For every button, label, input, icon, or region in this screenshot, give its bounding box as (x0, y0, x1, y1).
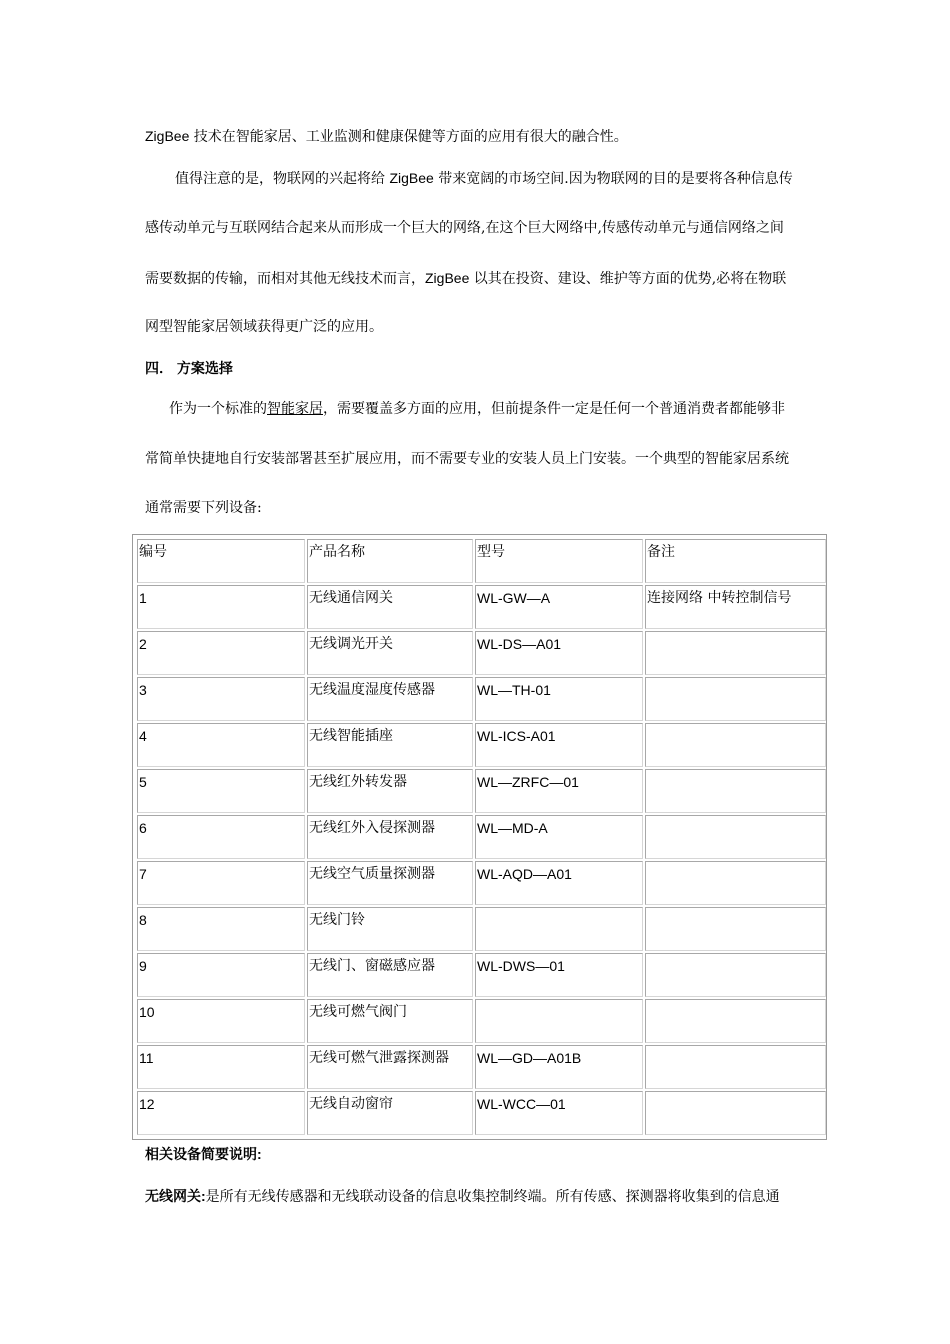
paragraph-text: 作为一个标准的 (169, 401, 267, 417)
cell-model: WL—MD-A (475, 815, 643, 859)
header-product-name: 产品名称 (307, 539, 473, 583)
paragraph-solution-line-2: 常简单快捷地自行安装部署甚至扩展应用，而不需要专业的安装人员上门安装。一个典型的智能家居系统 (145, 451, 789, 467)
cell-remark (645, 861, 826, 905)
cell-model: WL-ICS-A01 (475, 723, 643, 767)
cell-product-name: 无线可燃气阀门 (307, 999, 473, 1043)
header-number: 编号 (137, 539, 305, 583)
header-model: 型号 (475, 539, 643, 583)
paragraph-text: 需要数据的传输，而相对其他无线技术而言， (145, 271, 425, 287)
section-heading-4: 四． 方案选择 (145, 360, 233, 376)
paragraph-text: 带来宽阔的市场空间.因为物联网的目的是要将各种信息传 (433, 171, 793, 187)
table-row (137, 861, 826, 905)
paragraph-solution-line-3: 通常需要下列设备: (145, 500, 262, 516)
cell-remark (645, 907, 826, 951)
cell-remark (645, 631, 826, 675)
table-row (137, 907, 826, 951)
device-table-body (137, 539, 826, 1135)
cell-product-name: 无线空气质量探测器 (307, 861, 473, 905)
cell-number: 1 (137, 585, 305, 629)
cell-remark (645, 769, 826, 813)
cell-product-name: 无线温度湿度传感器 (307, 677, 473, 721)
table-row (137, 999, 826, 1043)
zigbee-term: ZigBee (425, 270, 470, 286)
cell-product-name: 无线门、窗磁感应器 (307, 953, 473, 997)
cell-model: WL-WCC—01 (475, 1091, 643, 1135)
gateway-text: 是所有无线传感器和无线联动设备的信息收集控制终端。所有传感、探测器将收集到的信息通 (205, 1189, 780, 1205)
paragraph-text: 技术在智能家居、工业监测和健康保健等方面的应用有很大的融合性。 (189, 129, 628, 145)
cell-model (475, 999, 643, 1043)
cell-number: 9 (137, 953, 305, 997)
cell-number: 11 (137, 1045, 305, 1089)
cell-number: 6 (137, 815, 305, 859)
cell-remark (645, 723, 826, 767)
paragraph-text: 以其在投资、建设、维护等方面的优势,必将在物联 (469, 271, 787, 287)
cell-product-name: 无线红外入侵探测器 (307, 815, 473, 859)
cell-product-name: 无线通信网关 (307, 585, 473, 629)
paragraph-iot-line-1 (175, 169, 793, 188)
cell-product-name: 无线门铃 (307, 907, 473, 951)
cell-remark (645, 1045, 826, 1089)
cell-model: WL-DWS—01 (475, 953, 643, 997)
table-row (137, 1091, 826, 1135)
cell-number: 10 (137, 999, 305, 1043)
cell-number: 7 (137, 861, 305, 905)
paragraph-iot-line-3 (145, 269, 786, 288)
cell-product-name: 无线自动窗帘 (307, 1091, 473, 1135)
cell-remark: 连接网络 中转控制信号 (645, 585, 826, 629)
paragraph-solution-line-1 (169, 400, 785, 418)
cell-product-name: 无线红外转发器 (307, 769, 473, 813)
paragraph-iot-line-4: 网型智能家居领域获得更广泛的应用。 (145, 319, 383, 335)
cell-number: 8 (137, 907, 305, 951)
cell-model: WL-DS—A01 (475, 631, 643, 675)
cell-model: WL—GD—A01B (475, 1045, 643, 1089)
cell-number: 3 (137, 677, 305, 721)
cell-model (475, 907, 643, 951)
device-notes-title: 相关设备简要说明: (145, 1146, 262, 1162)
cell-model: WL—ZRFC—01 (475, 769, 643, 813)
cell-remark (645, 815, 826, 859)
cell-product-name: 无线可燃气泄露探测器 (307, 1045, 473, 1089)
cell-number: 5 (137, 769, 305, 813)
cell-remark (645, 953, 826, 997)
smart-home-link[interactable]: 智能家居 (267, 401, 323, 417)
table-header-row (137, 539, 826, 583)
paragraph-zigbee-fusion (145, 127, 628, 146)
paragraph-iot-line-2: 感传动单元与互联网结合起来从而形成一个巨大的网络,在这个巨大网络中,传感传动单元与通信网络之间 (145, 220, 784, 236)
cell-remark (645, 1091, 826, 1135)
table-row (137, 769, 826, 813)
table-row (137, 953, 826, 997)
header-remark: 备注 (645, 539, 826, 583)
cell-model: WL—TH-01 (475, 677, 643, 721)
cell-number: 4 (137, 723, 305, 767)
gateway-label: 无线网关: (145, 1188, 206, 1204)
cell-remark (645, 999, 826, 1043)
zigbee-term: ZigBee (145, 128, 190, 144)
paragraph-text: 值得注意的是，物联网的兴起将给 (175, 171, 390, 187)
device-table (135, 537, 828, 1137)
table-row (137, 723, 826, 767)
zigbee-term: ZigBee (389, 170, 434, 186)
paragraph-text: ，需要覆盖多方面的应用，但前提条件一定是任何一个普通消费者都能够非 (323, 401, 785, 417)
cell-number: 12 (137, 1091, 305, 1135)
table-row (137, 631, 826, 675)
cell-model: WL-GW—A (475, 585, 643, 629)
cell-remark (645, 677, 826, 721)
cell-product-name: 无线智能插座 (307, 723, 473, 767)
table-row (137, 1045, 826, 1089)
cell-product-name: 无线调光开关 (307, 631, 473, 675)
cell-model: WL-AQD—A01 (475, 861, 643, 905)
device-table-frame (132, 534, 827, 1140)
table-row (137, 815, 826, 859)
table-row (137, 585, 826, 629)
cell-number: 2 (137, 631, 305, 675)
gateway-description (145, 1187, 780, 1206)
table-row (137, 677, 826, 721)
